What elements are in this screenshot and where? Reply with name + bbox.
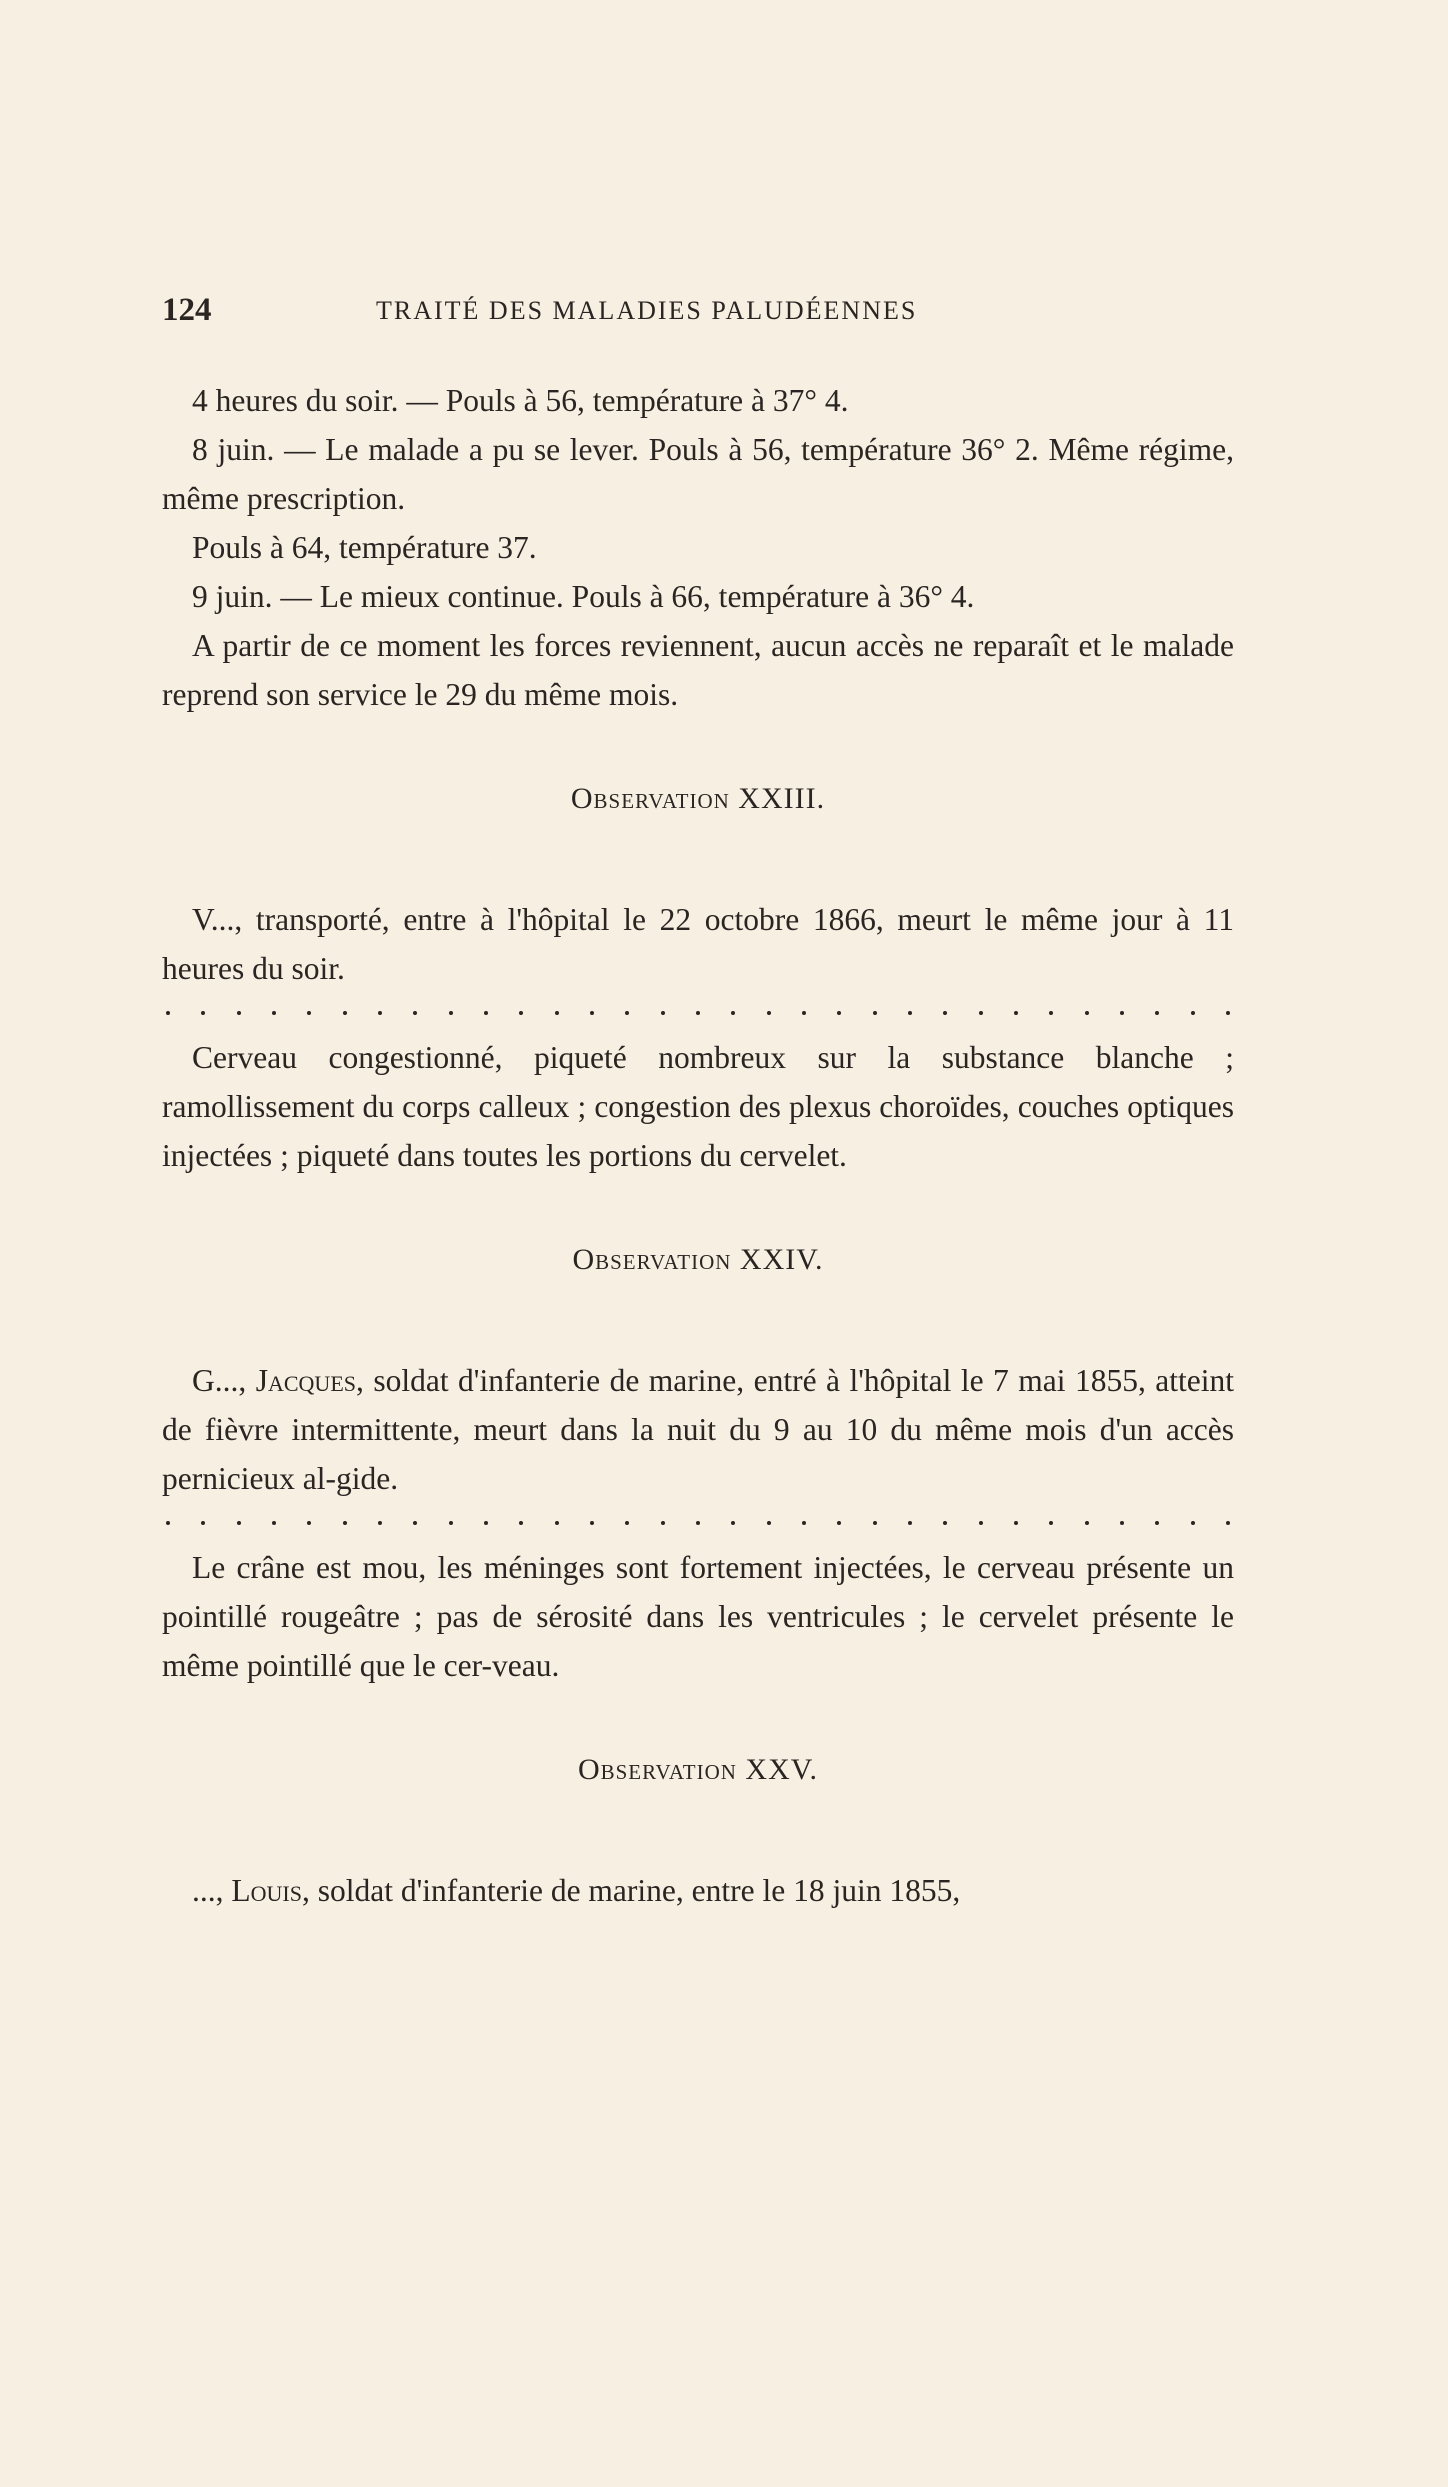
observation-heading: Observation XXIV. [572,1243,824,1276]
observation-intro-text: , soldat d'infanterie de marine, entre le 18 juin 1855, [301,1873,961,1908]
paragraph: 4 heures du soir. — Pouls à 56, température à 37° 4. [192,383,849,418]
patient-prefix: G..., [192,1363,256,1398]
patient-name: Louis [231,1873,302,1908]
observation-intro [162,1866,1234,1915]
paragraph: A partir de ce moment les forces reviennent, aucun accès ne reparaît et le malade reprend son service le 29 du même mois. [162,628,1234,712]
paragraph: 8 juin. — Le malade a pu se lever. Pouls à 56, température 36° 2. Même régime, même prescription. [162,432,1234,516]
observation-heading: Observation XXIII. [570,782,826,815]
running-title: TRAITÉ DES MALADIES PALUDÉENNES [376,296,918,325]
observation-intro [162,1356,1234,1503]
page-body [162,376,1234,1915]
observation-intro-text: , soldat d'infanterie de marine, entré à l'hôpital le 7 mai 1855, atteint de fièvre intermittente, meurt dans la nuit du 9 au 10 du même mois d'un accès pernicieux al-gide. [162,1363,1234,1496]
patient-prefix: ..., [192,1873,232,1908]
ellipsis-dot-leader [162,993,1234,1033]
paragraph: 9 juin. — Le mieux continue. Pouls à 66, température à 36° 4. [192,579,975,614]
page-number: 124 [162,292,212,328]
observation-body: Cerveau congestionné, piqueté nombreux sur la substance blanche ; ramollissement du corps calleux ; congestion des plexus choroïdes, couches optiques injectées ; piqueté dans toutes les portions du cervelet. [162,1040,1234,1173]
ellipsis-dot-leader [162,1503,1234,1543]
observation-heading: Observation XXV. [577,1753,819,1786]
page-header [162,292,1234,336]
paragraph: Pouls à 64, température 37. [192,530,537,565]
observation-intro: V..., transporté, entre à l'hôpital le 22 octobre 1866, meurt le même jour à 11 heures du soir. [162,902,1234,986]
observation-body: Le crâne est mou, les méninges sont fortement injectées, le cerveau présente un pointillé rougeâtre ; pas de sérosité dans les ventricules ; le cervelet présente le même pointillé que le cer-veau. [162,1550,1234,1683]
patient-name: Jacques [255,1363,356,1398]
